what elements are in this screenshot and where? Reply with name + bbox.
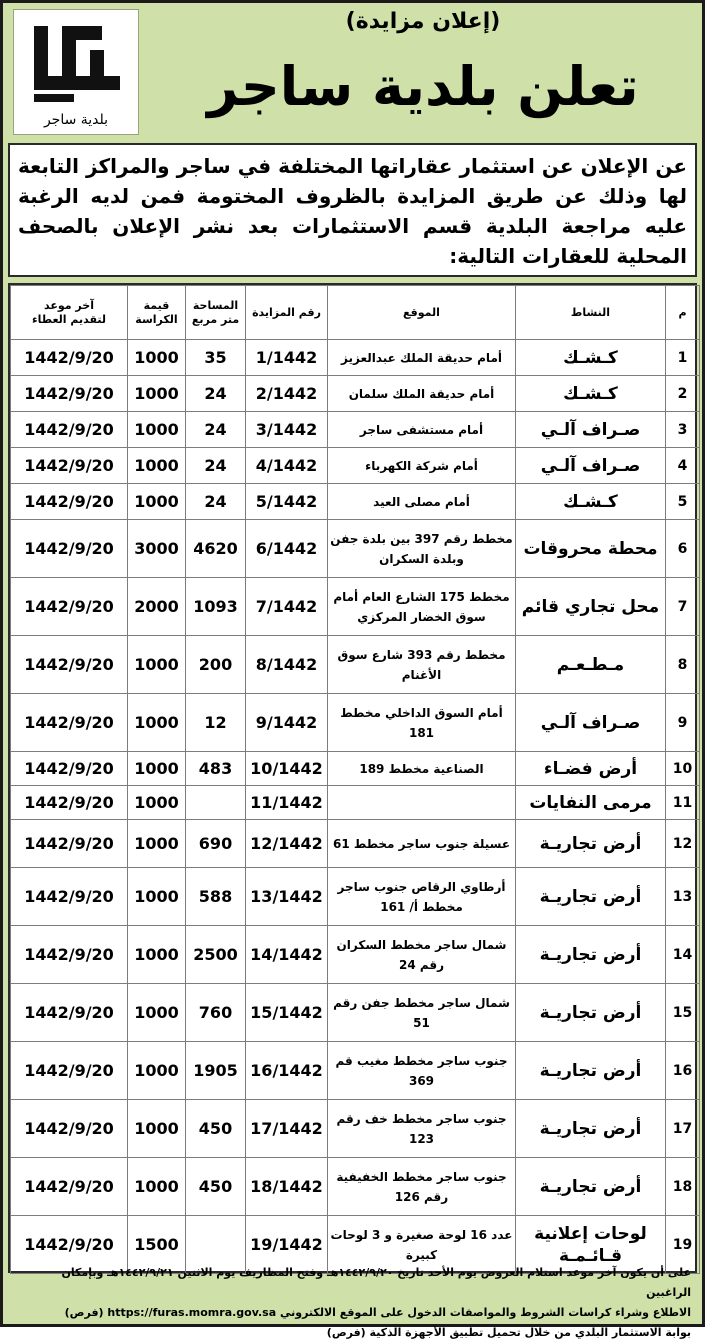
row-location: أمام حديقة الملك سلمان	[328, 376, 516, 412]
row-deadline: 1442/9/20	[11, 984, 128, 1042]
header-auction-number: رقم المزايدة	[246, 286, 328, 340]
row-location: أمام مصلى العيد	[328, 484, 516, 520]
row-auction-number: 4/1442	[246, 448, 328, 484]
row-deadline: 1442/9/20	[11, 484, 128, 520]
header-activity: النشاط	[516, 286, 666, 340]
row-location: مخطط 175 الشارع العام أمام سوق الخضار المركزي	[328, 578, 516, 636]
row-activity: أرض تجاريـة	[516, 1042, 666, 1100]
row-deadline: 1442/9/20	[11, 820, 128, 868]
row-area: 450	[186, 1158, 246, 1216]
row-booklet-price: 1000	[128, 1042, 186, 1100]
row-number: 9	[666, 694, 700, 752]
row-deadline: 1442/9/20	[11, 926, 128, 984]
table-header-row	[11, 286, 700, 340]
row-booklet-price: 1500	[128, 1216, 186, 1274]
table-row	[11, 376, 700, 412]
row-number: 1	[666, 340, 700, 376]
row-location: شمال ساجر مخطط السكران رقم 24	[328, 926, 516, 984]
table-row	[11, 926, 700, 984]
table-row	[11, 786, 700, 820]
row-booklet-price: 1000	[128, 636, 186, 694]
row-location: عسيلة جنوب ساجر مخطط 61	[328, 820, 516, 868]
header-location: الموقع	[328, 286, 516, 340]
table-row	[11, 1100, 700, 1158]
row-deadline: 1442/9/20	[11, 636, 128, 694]
row-activity: أرض تجاريـة	[516, 926, 666, 984]
row-number: 3	[666, 412, 700, 448]
row-area: 200	[186, 636, 246, 694]
row-location: أمام حديقة الملك عبدالعزيز	[328, 340, 516, 376]
row-booklet-price: 1000	[128, 694, 186, 752]
table-row	[11, 984, 700, 1042]
row-activity: صـراف آلـي	[516, 448, 666, 484]
row-booklet-price: 1000	[128, 412, 186, 448]
row-number: 11	[666, 786, 700, 820]
row-activity: محطة محروقات	[516, 520, 666, 578]
row-area: 690	[186, 820, 246, 868]
row-area: 588	[186, 868, 246, 926]
row-activity: لوحات إعلانية قـائـمـة	[516, 1216, 666, 1274]
page-title: تعلن بلدية ساجر	[207, 55, 639, 118]
row-deadline: 1442/9/20	[11, 868, 128, 926]
table-row	[11, 578, 700, 636]
footer-line: بوابة الاستثمار البلدي من خلال تحميل تطبيق الأجهزة الذكية (فرص)	[326, 1326, 691, 1339]
row-booklet-price: 2000	[128, 578, 186, 636]
row-area: 760	[186, 984, 246, 1042]
row-auction-number: 2/1442	[246, 376, 328, 412]
row-area: 24	[186, 376, 246, 412]
properties-table	[10, 285, 700, 1274]
row-deadline: 1442/9/20	[11, 412, 128, 448]
table-row	[11, 694, 700, 752]
row-activity: أرض فضـاء	[516, 752, 666, 786]
row-area: 24	[186, 484, 246, 520]
row-activity: محل تجاري قائم	[516, 578, 666, 636]
row-auction-number: 6/1442	[246, 520, 328, 578]
footer-notice	[8, 1261, 697, 1339]
header-no: م	[666, 286, 700, 340]
row-booklet-price: 1000	[128, 926, 186, 984]
logo-caption: بلدية ساجر	[43, 112, 109, 128]
row-auction-number: 15/1442	[246, 984, 328, 1042]
row-booklet-price: 1000	[128, 376, 186, 412]
table-row	[11, 484, 700, 520]
row-area: 450	[186, 1100, 246, 1158]
row-auction-number: 7/1442	[246, 578, 328, 636]
row-activity: كـشـك	[516, 376, 666, 412]
footer-line: على أن يكون آخر موعد استلام العروض يوم الأحد تاريخ ١٤٤٢/٩/٢٠هـ وفتح المظاريف يوم الاثنين ١٤٤٢/٩/٢١هـ وبإمكان الراغبين	[61, 1266, 691, 1299]
row-location: جنوب ساجر مخطط خف رقم 123	[328, 1100, 516, 1158]
row-number: 12	[666, 820, 700, 868]
row-number: 10	[666, 752, 700, 786]
row-number: 7	[666, 578, 700, 636]
row-location	[328, 786, 516, 820]
row-number: 2	[666, 376, 700, 412]
row-activity: أرض تجاريـة	[516, 984, 666, 1042]
row-number: 4	[666, 448, 700, 484]
row-auction-number: 8/1442	[246, 636, 328, 694]
row-deadline: 1442/9/20	[11, 1100, 128, 1158]
row-location: الصناعية مخطط 189	[328, 752, 516, 786]
row-booklet-price: 1000	[128, 1158, 186, 1216]
row-area: 24	[186, 448, 246, 484]
row-booklet-price: 1000	[128, 868, 186, 926]
row-booklet-price: 1000	[128, 1100, 186, 1158]
row-activity: كـشـك	[516, 340, 666, 376]
row-area	[186, 786, 246, 820]
properties-table-container	[8, 283, 697, 1273]
row-area: 35	[186, 340, 246, 376]
table-row	[11, 340, 700, 376]
table-row	[11, 1042, 700, 1100]
row-area: 483	[186, 752, 246, 786]
row-auction-number: 11/1442	[246, 786, 328, 820]
row-location: جنوب ساجر مخطط مغيب قم 369	[328, 1042, 516, 1100]
row-activity: صـراف آلـي	[516, 412, 666, 448]
row-activity: أرض تجاريـة	[516, 1158, 666, 1216]
row-number: 19	[666, 1216, 700, 1274]
row-booklet-price: 1000	[128, 340, 186, 376]
row-deadline: 1442/9/20	[11, 694, 128, 752]
row-area: 1093	[186, 578, 246, 636]
row-activity: صـراف آلـي	[516, 694, 666, 752]
table-body	[11, 340, 700, 1274]
row-deadline: 1442/9/20	[11, 752, 128, 786]
table-row	[11, 752, 700, 786]
row-location: عدد 16 لوحة صغيرة و 3 لوحات كبيرة	[328, 1216, 516, 1274]
municipality-logo	[13, 9, 139, 135]
intro-paragraph: عن الإعلان عن استثمار عقاراتها المختلفة في ساجر والمراكز التابعة لها وذلك عن طريق المزايدة بالظروف المختومة فمن لديه الرغبة عليه مراجعة البلدية قسم الاستثمارات بعد نشر الإعلان بالصحف المحلية للعقارات التالية:	[8, 143, 697, 277]
row-activity: مرمى النفايات	[516, 786, 666, 820]
row-deadline: 1442/9/20	[11, 786, 128, 820]
row-activity: أرض تجاريـة	[516, 868, 666, 926]
row-booklet-price: 1000	[128, 484, 186, 520]
row-activity: مـطـعـم	[516, 636, 666, 694]
row-auction-number: 19/1442	[246, 1216, 328, 1274]
row-auction-number: 10/1442	[246, 752, 328, 786]
row-activity: أرض تجاريـة	[516, 1100, 666, 1158]
row-number: 17	[666, 1100, 700, 1158]
row-auction-number: 16/1442	[246, 1042, 328, 1100]
header-deadline: آخر موعد لتقديم العطاء	[11, 286, 128, 340]
row-location: جنوب ساجر مخطط الخفيفية رقم 126	[328, 1158, 516, 1216]
row-auction-number: 5/1442	[246, 484, 328, 520]
sajer-logo-icon	[28, 20, 124, 106]
row-area: 12	[186, 694, 246, 752]
row-booklet-price: 1000	[128, 984, 186, 1042]
row-area: 4620	[186, 520, 246, 578]
row-number: 15	[666, 984, 700, 1042]
row-number: 13	[666, 868, 700, 926]
row-area: 24	[186, 412, 246, 448]
table-row	[11, 820, 700, 868]
row-booklet-price: 1000	[128, 820, 186, 868]
row-location: مخطط رقم 393 شارع سوق الأغنام	[328, 636, 516, 694]
table-row	[11, 636, 700, 694]
table-row	[11, 448, 700, 484]
row-auction-number: 13/1442	[246, 868, 328, 926]
row-auction-number: 3/1442	[246, 412, 328, 448]
row-deadline: 1442/9/20	[11, 1042, 128, 1100]
header	[3, 3, 702, 143]
header-booklet-price: قيمة الكراسة	[128, 286, 186, 340]
table-row	[11, 520, 700, 578]
table-row	[11, 412, 700, 448]
row-number: 14	[666, 926, 700, 984]
row-location: أمام شركة الكهرباء	[328, 448, 516, 484]
row-deadline: 1442/9/20	[11, 1216, 128, 1274]
row-area: 2500	[186, 926, 246, 984]
row-booklet-price: 1000	[128, 448, 186, 484]
row-location: مخطط رقم 397 بين بلدة جفن وبلدة السكران	[328, 520, 516, 578]
row-auction-number: 17/1442	[246, 1100, 328, 1158]
announcement-label: (إعلان مزايدة)	[345, 9, 501, 34]
row-deadline: 1442/9/20	[11, 1158, 128, 1216]
row-location: شمال ساجر مخطط جفن رقم 51	[328, 984, 516, 1042]
row-deadline: 1442/9/20	[11, 448, 128, 484]
row-deadline: 1442/9/20	[11, 376, 128, 412]
row-booklet-price: 1000	[128, 752, 186, 786]
row-location: أمام مستشفى ساجر	[328, 412, 516, 448]
row-auction-number: 1/1442	[246, 340, 328, 376]
row-area: 1905	[186, 1042, 246, 1100]
row-deadline: 1442/9/20	[11, 520, 128, 578]
row-auction-number: 9/1442	[246, 694, 328, 752]
row-number: 18	[666, 1158, 700, 1216]
row-booklet-price: 3000	[128, 520, 186, 578]
table-row	[11, 868, 700, 926]
row-deadline: 1442/9/20	[11, 578, 128, 636]
row-auction-number: 14/1442	[246, 926, 328, 984]
footer-line: الاطلاع وشراء كراسات الشروط والمواصفات الدخول على الموقع الالكتروني https://furas.momra.gov.sa (فرص)	[64, 1306, 691, 1319]
row-booklet-price: 1000	[128, 786, 186, 820]
row-number: 6	[666, 520, 700, 578]
header-area: المساحة متر مربع	[186, 286, 246, 340]
table-row	[11, 1158, 700, 1216]
row-location: أمام السوق الداخلي مخطط 181	[328, 694, 516, 752]
row-activity: أرض تجاريـة	[516, 820, 666, 868]
row-number: 16	[666, 1042, 700, 1100]
row-activity: كـشـك	[516, 484, 666, 520]
row-number: 8	[666, 636, 700, 694]
row-auction-number: 12/1442	[246, 820, 328, 868]
row-number: 5	[666, 484, 700, 520]
row-auction-number: 18/1442	[246, 1158, 328, 1216]
row-deadline: 1442/9/20	[11, 340, 128, 376]
row-location: أرطاوي الرقاص جنوب ساجر مخطط أ/ 161	[328, 868, 516, 926]
